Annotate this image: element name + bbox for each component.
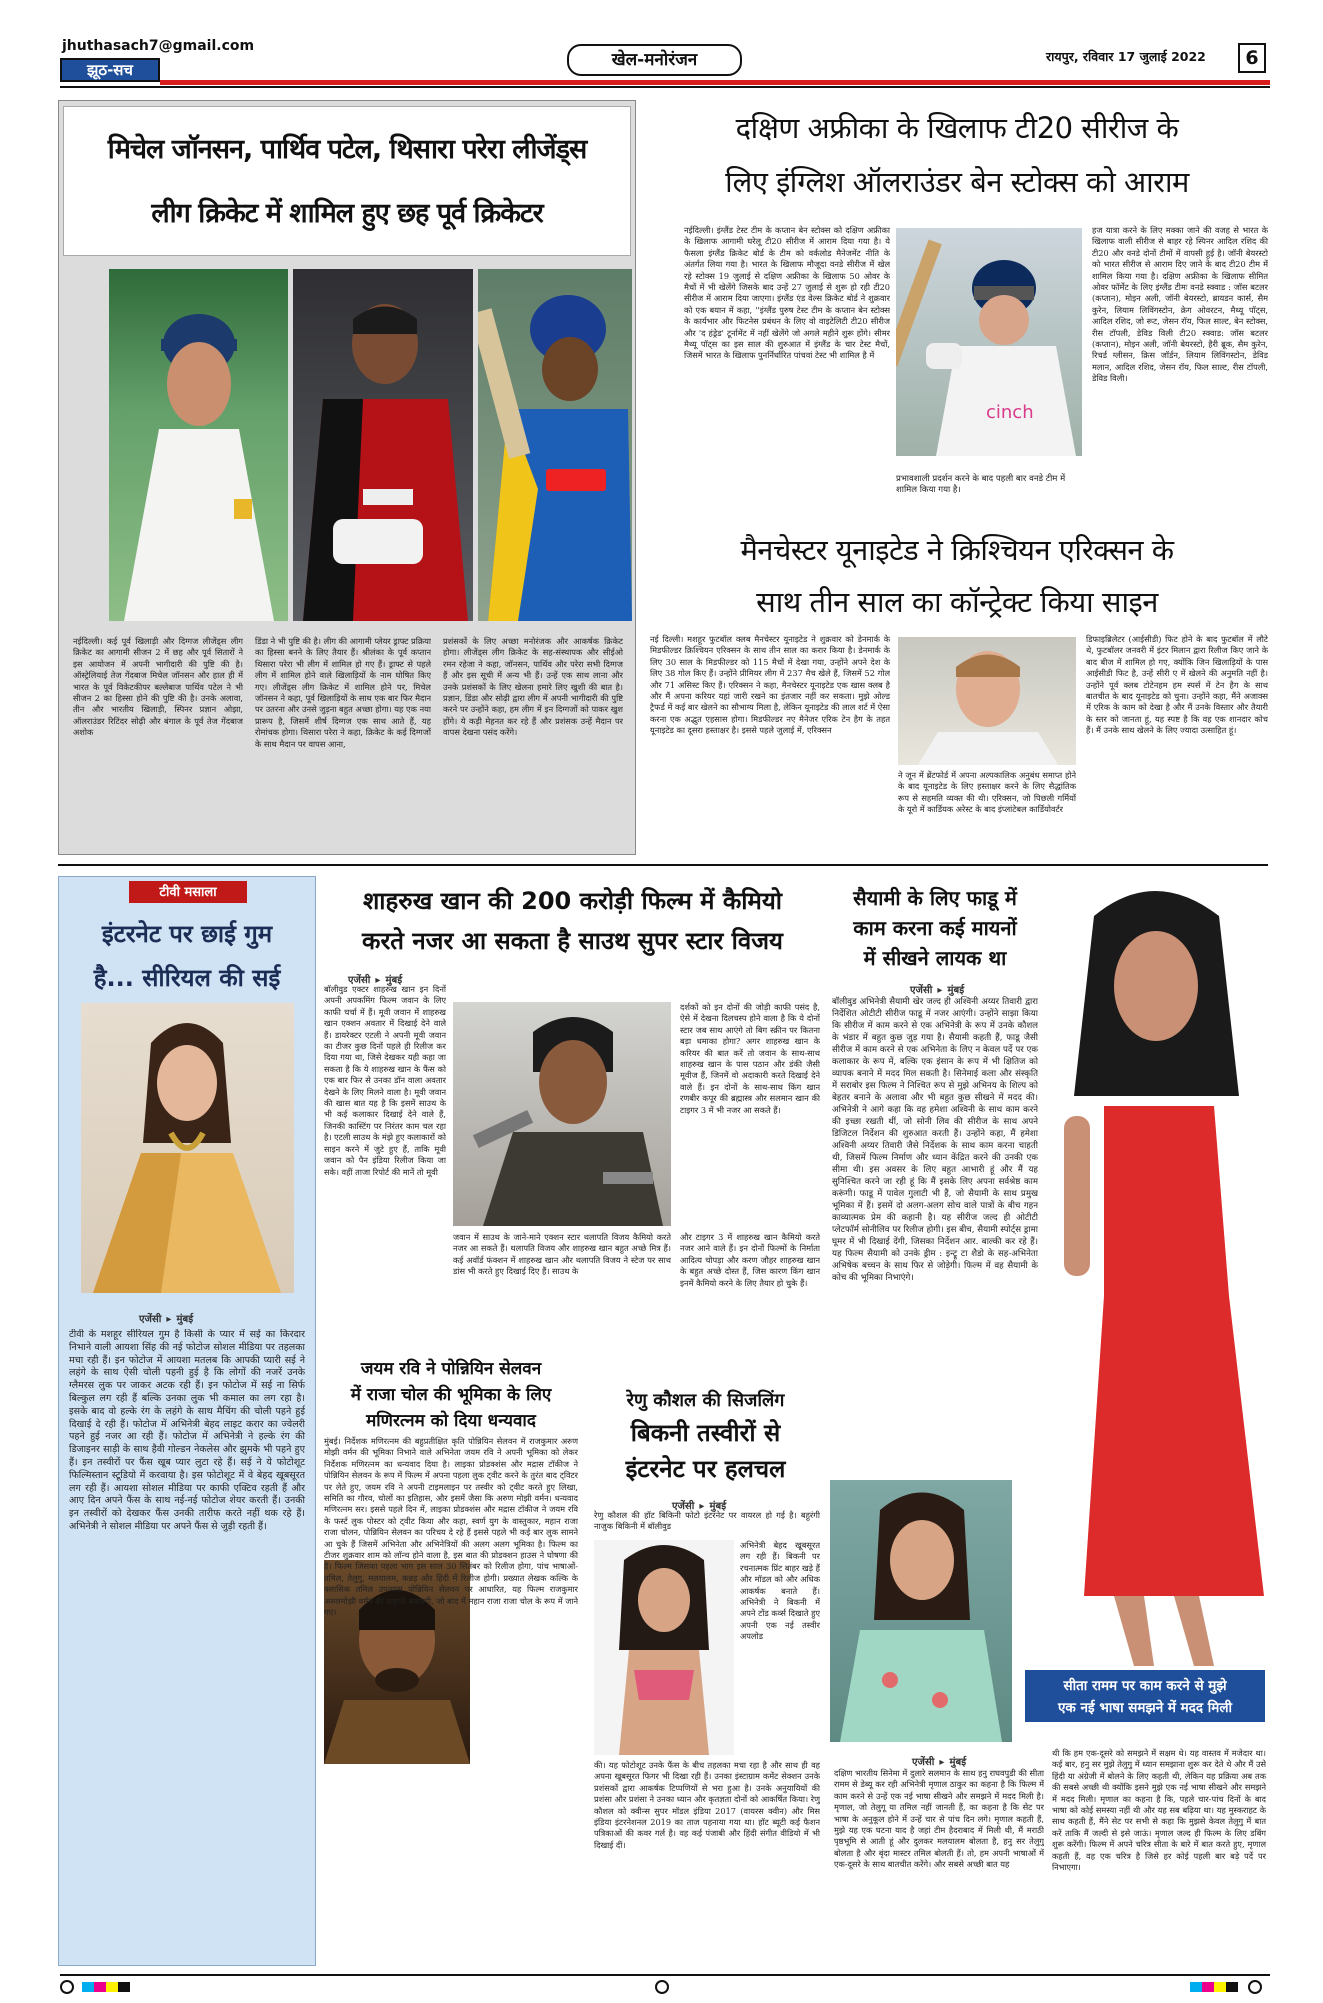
photo-ben-stokes [896, 228, 1082, 456]
story2-col1: नईदिल्ली। इंग्लैंड टेस्ट टीम के कप्तान बेन स्टोक्स को दक्षिण अफ्रीका के खिलाफ आगामी घरेलू टी20 सीरीज में आराम दिया गया है। ये फैसला इंग्लैंड क्रिकेट बोर्ड के टीम को वर्कलोड मैनेजमेंट नीति के अंतर्गत लिया गया है। भारत के खिलाफ मौजूदा वनडे सीरीज में खेल रहे स्टोक्स 19 जुलाई से दक्षिण अफ्रीका के खिलाफ 50 ओवर के मैचों में भी खेलेंगे जिसके बाद उन्हें 27 जुलाई से शुरू हो रही टी20 सीरीज में आराम दिया जाएगा। इंग्लैंड एंड वेल्स क्रिकेट बोर्ड ने शुक्रवार को एक बयान में कहा, ''इंग्लैंड पुरुष टेस्ट टीम के कप्तान बेन स्टोक्स के कार्यभार और फिटनेस प्रबंधन के लिए वो वाइटेलिटी टी20 सीरीज और 'द हंड्रेड' टूर्नामेंट में नहीं खेलेंगे जो अगले महीने शुरू होंगे। सीमर मैथ्यू पॉट्स का इस साल की शुरुआत में इंग्लैंड के चार टेस्ट मैचों, जिसमें भारत के खिलाफ पुनर्निर्धारित पांचवां टेस्ट भी शामिल है में [684, 225, 890, 361]
story9-col2: थी कि हम एक-दूसरे को समझने में सक्षम थे। यह वास्तव में मजेदार था। कई बार, हनु सर मुझे तेलुगु में ध्यान समझाना शुरू कर देते थे और मैं उसे हिंदी या अंग्रेजी में बोलने के लिए कहती थी, लेकिन यह प्रक्रिया अब तक की सबसे अच्छी थी क्योंकि इसने मुझे एक नई भाषा सीखने और समझने में मदद मिली। मृणाल का कहना है कि, पहले चार-पांच दिनों के बाद भाषा को कोई समस्या नहीं थी और यह सब बढ़िया था। यह मुस्कराहट के साथ कहती हैं, मैंने सेट पर सभी से कहा कि मुझसे केवल तेलुगु में बात करें ताकि मैं जल्दी से इसे जाऊं। मृणाल जल्द ही फिल्म के लिए डबिंग शुरू करेंगी। फिल्म में अपने चरित्र सीता के बारे में बात करते हुए, मृणाल कहती हैं, वह एक चरित्र है जिसे हर कोई पहली बार बड़े पर्दे पर निभाएगा। [1052, 1748, 1266, 1873]
registration-mark-icon [60, 1980, 74, 1994]
photo-thisara-perera [478, 269, 632, 621]
story-sita-ramam [830, 1480, 1268, 1965]
story4-headline-line2: है... सीरियल की सई [93, 964, 281, 992]
story3-photo-caption: ने जून में ब्रेंटफोर्ड में अपना अल्पकालिक अनुबंध समाप्त होने के बाद यूनाइटेड के लिए हस्ताक्षर करने के लिए सैद्धांतिक रूप से सहमति व्यक्त की थी। एरिक्सन, जो पिछली गर्मियों के यूरो में कार्डियक अरेस्ट के बाद इंप्लांटेबल कार्डियोवर्टर [898, 770, 1076, 815]
masthead-rule-red [160, 80, 1270, 85]
story3-headline-line2: साथ तीन साल का कॉन्ट्रेक्ट किया साइन [756, 585, 1158, 619]
byline-arrow-icon: ▸ [375, 975, 381, 986]
masthead [0, 0, 1323, 92]
story5-headline-line1: शाहरुख खान की 200 करोड़ी फिल्म में कैमियो [362, 887, 783, 915]
section-divider [58, 864, 1268, 866]
footer [0, 1972, 1323, 2003]
story5-col3b: और टाइगर 3 में शाहरुख खान कैमियो करते नजर आने वाले हैं। इन दोनों फिल्मों के निर्माता आदित्य चोपड़ा और करण जौहर शाहरुख खान के बहुत अच्छे दोस्त हैं, जिस कारण किंग खान इनमें कैमियो करने के लिए तैयार हो चुके हैं। [680, 1232, 820, 1288]
page-number-box [1238, 43, 1266, 73]
story1-headline-line1: मिचेल जॉनसन, पार्थिव पटेल, थिसारा परेरा लीजेंड्स [107, 134, 587, 165]
story2-headline-line1: दक्षिण अफ्रीका के खिलाफ टी20 सीरीज के [735, 111, 1179, 145]
story6-body: बॉलीवुड अभिनेत्री सैयामी खेर जल्द ही अश्विनी अय्यर तिवारी द्वारा निर्देशित ओटीटी सीरीज फाडू में नजर आएंगी। उन्होंने साझा किया कि सीरीज में काम करने से एक अभिनेत्री के रूप में उनके कौशल के भंडार में बहुत कुछ जुड़ गया है। सैयामी कहती हैं, फाडू जैसी सीरीज में काम करने से एक अभिनेता के लिए न केवल पर्दे पर एक कलाकार के रूप में, बल्कि एक इंसान के रूप में भी क्षितिज को व्यापक बनाने में मदद मिल सकती है। सिनेमाई कला और संस्कृति में सराबोर इस फिल्म ने निश्चित रूप से मुझे अभिनय के शिल्प को बेहतर बनाने के अलावा और भी बहुत कुछ सीखने में मदद की। अभिनेत्री ने आगे कहा कि वह हमेशा अश्विनी के साथ काम करने की इच्छा रखती थीं, जो सोनी लिव की सीरीज के साथ अपने डिजिटल निर्देशन की शुरुआत करती हैं। उन्होंने कहा, मैं हमेशा अश्विनी अय्यर तिवारी जैसे निर्देशक के साथ काम करना चाहती थी, जिसमें फिल्म निर्माण और ध्यान केंद्रित करने की उनकी एक सीमा थी। इस अवसर के लिए बहुत आभारी हूं और मैं यह सुनिश्चित करने जा रही हूं कि मैं इसके लिए अपना सर्वश्रेष्ठ काम करूंगी। फाडू में पावेल गुलाटी भी हैं, जो सैयामी के साथ प्रमुख भूमिका में हैं। इसमें दो अलग-अलग सोच वाले पात्रों के बीच गहन काव्यात्मक प्रेम की कहानी है। यह सीरीज जल्द ही ओटीटी प्लेटफॉर्म सोनीलिव पर रिलीज होगी। इस बीच, सैयामी स्पोर्ट्स ड्रामा घूमर में भी दिखाई देंगी, जिसका निर्देशन आर. बाल्की कर रहे हैं। यह फिल्म सैयामी को उनके ड्रीम : इन्ट्रू टा शैडो के सह-अभिनेता अभिषेक बच्चन के साथ फिर से जोड़ेगी। फिल्म में वह सैयामी के कोच की भूमिका निभाएंगे। [832, 997, 1038, 1283]
story-jayam-ravi [320, 1352, 582, 1964]
story8-headline-line3: इंटरनेट पर हलचल [625, 1455, 786, 1483]
story6-sub-headline-line1: सीता रामम पर काम करने से मुझे [1063, 1678, 1227, 1694]
story6-sub-headline-line2: एक नई भाषा समझने में मदद मिली [1057, 1700, 1233, 1716]
story1-col2: डिंडा ने भी पुष्टि की है। लीग की आगामी प्लेयर ड्राफ्ट प्रक्रिया का हिस्सा बनने के लिए तैयार हैं। श्रीलंका के पूर्व कप्तान थिसारा परेरा भी लीग में शामिल हो गए हैं। ड्राफ्ट से पहले लीग में शामिल होने वाले खिलाड़ियों के नाम घोषित किए गए। लीजेंड्स लीग क्रिकेट में शामिल होने पर, मिचेल जॉनसन ने कहा, पूर्व खिलाड़ियों के साथ एक बार फिर मैदान पर उतरना और उनसे जुड़ना बहुत अच्छा होगा। यह एक नया प्रारूप है, जिसमें शीर्ष दिग्गज एक साथ आते हैं, यह रोमांचक होगा। थिसारा परेरा ने कहा, क्रिकेट के कई दिग्गजों के साथ मैदान पर वापस आना, [255, 636, 431, 749]
byline-arrow-icon: ▸ [937, 985, 943, 996]
page-number: 6 [1245, 47, 1259, 69]
story1-col1: नईदिल्ली। कई पूर्व खिलाड़ी और दिग्गज लीजेंड्स लीग क्रिकेट का आगामी सीजन 2 में छह और पूर्व सितारों ने इस आयोजन में अपनी भागीदारी की पुष्टि की है। ऑस्ट्रेलियाई तेज गेंदबाज मिचेल जॉनसन और हाल ही में भारत के पूर्व विकेटकीपर बल्लेबाज पार्थिव पटेल ने भी सीजन 2 का हिस्सा होने की पुष्टि की है। उनके अलावा, तीन और भारतीय खिलाड़ी, स्पिनर प्रज्ञान ओझा, ऑलराउंडर रिटिंदर सोढ़ी और बंगाल के पूर्व तेज गेंदबाज अशोक [73, 636, 243, 738]
story7-body: मुंबई। निर्देशक मणिरत्नम की बहुप्रतीक्षित कृति पोन्नियिन सेलवन में राजकुमार अरुण मोझी वर्मन की भूमिका निभाने वाले अभिनेता जयम रवि ने अपनी भूमिका को लेकर निर्देशक मणिरत्नम का धन्यवाद दिया है। लाइका प्रोडक्शंस और मद्रास टॉकीज ने पोन्नियिन सेलवन के रूप में फिल्म में अपना पहला लुक ट्वीट करने के तुरंत बाद ट्विटर पर लेते हुए, जयम रवि ने अपनी टाइमलाइन पर तस्वीर को ट्वीट करते हुए लिखा, समिति का गौरव, चोलों का इतिहास, और इसमें जैसा कि अरुण मोझी वर्मन। धन्यवाद मणिरत्नम सर। इससे पहले दिन में, लाइका प्रोडक्शंस और मद्रास टॉकीज ने जयम रवि के फर्स्ट लुक पोस्टर को ट्वीट किया और कहा, स्वर्ण युग के वास्तुकार, महान राजा राजा चोलन, पोन्नियिन सेलवन का परिचय दे रहे हैं इससे पहले भी कई बार लुक सामने आ चुके हैं जिसमें अभिनेता और अभिनेत्रियों की अलग अलग भूमिका है। फिल्म का टीजर शुक्रवार शाम को लॉन्च होने वाला है, इस बात की प्रोडक्शन हाउस ने घोषणा की है। फिल्म जिसका पहला भाग इस साल 30 सितंबर को रिलीज होगा, पांच भाषाओं- तमिल, तेलुगु, मलयालम, कन्नड़ और हिंदी में रिलीज होगी। प्रख्यात लेखक कल्कि के क्लासिक तमिल उपन्यास पोन्नियिन सेलवन पर आधारित, यह फिल्म राजकुमार अरुलमोझी वर्मन की कहानी बताएगी, जो बाद में महान राजा राजा चोल के रूप में जाने गए। [324, 1436, 578, 1618]
story9-byline [912, 1750, 966, 1769]
story3-col3: डिफाइब्रिलेटर (आईसीडी) फिट होने के बाद फुटबॉल में लौटे थे, फुटबॉलर जनवरी में इंटर मिलान द्वारा रिलीज किए जाने के बाद बीज में शामिल हो गए, क्योंकि जिन खिलाड़ियों के पास आईसीडी फिट है, उन्हें सीरी ए में खेलने की अनुमति नहीं है। उन्होंने पूर्व क्लब टोटेनहम हम स्पर्स में टेन हैग के साथ बातचीत के बाद यूनाइटेड को चुना। उन्होंने कहा, मैंने अजाक्स में एरिक के काम को देखा है और मैं उनके विस्तार और तैयारी के स्तर को जानता हूं, यह स्पष्ट है कि वह एक शानदार कोच हैं। मैं उनके साथ खेलने के लिए ज्यादा उत्साहित हूं। [1086, 634, 1268, 736]
story6-headline-line2: काम करना कई मायनों [853, 916, 1017, 940]
color-bar-left [82, 1982, 130, 1992]
story8-body-top: रेणु कौशल की हॉट बिकिनी फोटो इंटरनेट पर वायरल हो गई है। बहुरंगी नाजुक बिकिनी में बॉलीवुड [594, 1510, 820, 1532]
dateline: रायपुर, रविवार 17 जुलाई 2022 [1046, 49, 1206, 64]
svg-text:cinch: cinch [986, 402, 1034, 423]
story2-photo-caption: प्रभावशाली प्रदर्शन करने के बाद पहली बार वनडे टीम में शामिल किया गया है। [896, 474, 1066, 495]
footer-rule [60, 1974, 1270, 1976]
photo-christian-eriksen [898, 637, 1076, 765]
story5-col3a: दर्शकों को इन दोनों की जोड़ी काफी पसंद है, ऐसे में देखना दिलचस्प होने वाला है कि ये दोनों स्टार जब साथ आएंगे तो बिग स्क्रीन पर कितना बड़ा धमाका होगा? अगर शाहरुख खान के करियर की बात करें तो जवान के साथ-साथ शाहरुख खान के पास पठान और डंकी जैसी मूवीज हैं, जिनमें वो अदाकारी करते दिखाई देने वाले हैं। इन दोनों के साथ-साथ किंग खान रणबीर कपूर की ब्रह्मास्त्र और सलमान खान की टाइगर 3 में भी नजर आ सकते हैं। [680, 1002, 820, 1115]
paper-name-badge [60, 58, 160, 82]
story-renu-kaushal [588, 1388, 823, 1963]
story1-headline-box [63, 106, 631, 256]
section-title: खेल-मनोरंजन [611, 50, 698, 70]
story5-headline-line2: करते नजर आ सकता है साउथ सुपर स्टार विजय [362, 927, 783, 955]
photo-mrunal-thakur [830, 1480, 1012, 1742]
story7-headline-line3: मणिरत्नम को दिया धन्यवाद [366, 1411, 536, 1431]
photo-vijay [453, 1002, 671, 1226]
story8-byline-city: मुंबई [709, 1501, 727, 1512]
photo-parthiv-patel [293, 269, 473, 621]
story1-headline-line2: लीग क्रिकेट में शामिल हुए छह पूर्व क्रिकेटर [151, 198, 543, 229]
story3-headline-line1: मैनचेस्टर यूनाइटेड ने क्रिश्चियन एरिक्सन के [740, 533, 1174, 567]
story-ben-stokes [646, 100, 1268, 580]
story5-byline-city: मुंबई [385, 975, 403, 986]
story5-col1: बॉलीवुड एक्टर शाहरुख खान इन दिनों अपनी अपकमिंग फिल्म जवान के लिए काफी चर्चा में हैं। मूवी जवान में शाहरुख खान एक्शन अवतार में दिखाई देने वाले हैं। डायरेक्टर एटली ने अपनी मूवी जवान का टीजर कुछ दिनों पहले ही रिलीज कर दिया गया था, जिसे देखकर यही कहा जा सकता है कि ये शाहरुख खान के फैंस को एक बार फिर से उनका डॉन वाला अवतार देखने के लिए मिलने वाला है। मूवी जवान की खास बात यह है कि इसमें साउथ के भी कई कलाकार दिखाई देने वाले हैं, जिनकी कास्टिंग पर निरंतर काम चल रहा है। एटली साउथ के मंझे हुए कलाकारों को साइन करने में जुटे हुए हैं, ताकि मूवी जवान को पैन इंडिया रिलीज किया जा सके। वहीं ताजा रिपोर्ट की मानें तो मूवी [324, 984, 446, 1177]
byline-arrow-icon: ▸ [166, 1314, 172, 1325]
story5-byline-agency: एजेंसी [348, 975, 371, 986]
registration-mark-icon [655, 1980, 669, 1994]
story9-col1: दक्षिण भारतीय सिनेमा में दुलारे सलमान के साथ हनु राघवपुडी की सीता रामम से डेब्यू कर रही अभिनेत्री मृणाल ठाकुर का कहना है कि फिल्म में काम करने से उन्हें एक नई भाषा सीखने और समझने में मदद मिली है। मृणाल, जो तेलुगू या तमिल नहीं जानती हैं, का कहना है कि सेट पर भाषा के अनुकूल होने में उन्हें चार से पांच दिन लगे। मृणाल कहती हैं, मुझे यह एक घटना याद है जहां टीम हैदराबाद में मिली थी, मैं मराठी पृष्ठभूमि से आती हूं और दुलकर मलयालम बोलता है, हनु सर तेलुगु बोलता है और बृंदा मास्टर तमिल बोलती हैं। तो, हम अपनी भाषाओं में एक-दूसरे के साथ बातचीत करेंगे। और सबसे अच्छी बात यह [834, 1768, 1044, 1870]
registration-mark-icon [1248, 1980, 1262, 1994]
story1-col3: प्रशंसकों के लिए अच्छा मनोरंजक और आकर्षक क्रिकेट होगा। लीजेंड्स लीग क्रिकेट के सह-संस्थापक और सीईओ रमन रहेजा ने कहा, जॉनसन, पार्थिव और परेरा सभी दिग्गज हैं और इस सूची में अन्य भी हैं। उन्हें एक साथ लाना और उनके प्रशंसकों के लिए खेलना हमारे लिए खुशी की बात है। प्रज्ञान, डिंडा और सोढ़ी द्वारा लीग में अपनी भागीदारी की पुष्टि करने पर उन्होंने कहा, हम लीग में इन दिग्गजों को पाकर खुश होंगे। ये कड़ी मेहनत कर रहे हैं और प्रशंसक उन्हें मैदान पर वापस देखना पसंद करेंगे। [443, 636, 623, 738]
photo-mitchell-johnson [109, 269, 288, 621]
story-tv-masala [58, 876, 316, 1966]
story-legends-league [58, 100, 636, 855]
story6-byline [910, 978, 964, 997]
story2-headline-line2: लिए इंग्लिश ऑलराउंडर बेन स्टोक्स को आराम [725, 165, 1189, 199]
story8-byline-agency: एजेंसी [672, 1501, 695, 1512]
story4-byline-agency: एजेंसी [139, 1314, 162, 1325]
story8-body-bottom: की। यह फोटोशूट उनके फैंस के बीच तहलका मचा रहा है और साथ ही वह अपना खूबसूरत फिगर भी दिखा रही हैं। उनका इंस्टाग्राम कमेंट सेक्शन उनके प्रशंसकों द्वारा आकर्षक टिप्पणियों से भरा हुआ है। उनके अनुयायियों की प्रशंसा और प्रशंसा ने उनका ध्यान और कृतज्ञता दोनों को आकर्षित किया। रेणु कौशल को क्वीन्स सुपर मॉडल इंडिया 2017 (वायरस क्वीन) और मिस इंडिया इंटरनेशनल 2019 का ताज पहनाया गया था। हॉट ब्यूटी कई फैशन पत्रिकाओं की कवर गर्ल है। वह कई पंजाबी और हिंदी संगीत वीडियो में भी दिखाई दीं। [594, 1760, 820, 1850]
story8-headline-line2: बिकनी तस्वीरों से [630, 1419, 781, 1447]
kicker-label: टीवी मसाला [159, 885, 217, 900]
story6-headline-line1: सैयामी के लिए फाडू में [853, 886, 1017, 910]
story6-byline-agency: एजेंसी [910, 985, 933, 996]
story-eriksen [646, 520, 1268, 860]
byline-arrow-icon: ▸ [939, 1757, 945, 1768]
story4-byline-city: मुंबई [176, 1314, 194, 1325]
story4-byline [139, 1307, 299, 1326]
section-title-box [567, 44, 742, 76]
paper-name: झूठ-सच [87, 61, 133, 79]
story8-body-side: अभिनेत्री बेहद खूबसूरत लग रही हैं। बिकनी पर रचनात्मक प्रिंट बाहर खड़े हैं और मॉडल को और अधिक आकर्षक बनाते हैं। अभिनेत्री ने बिकनी में अपने टोंड कर्व्स दिखाते हुए अपनी एक नई तस्वीर अपलोड [740, 1540, 820, 1642]
story4-headline-line1: इंटरनेट पर छाई गुम [101, 920, 273, 948]
email-text: jhuthasach7@gmail.com [62, 38, 255, 54]
story6-byline-city: मुंबई [947, 985, 965, 996]
story-srk-vijay [320, 876, 825, 1346]
story3-col1: नई दिल्ली। मशहूर फुटबॉल क्लब मैनचेस्टर यूनाइटेड ने शुक्रवार को डेनमार्क के मिडफील्डर क्रिश्चियन एरिक्सन के साथ तीन साल का करार किया है। डेनमार्क के लिए 30 साल के मिडफील्डर को 115 मैचों में देखा गया, उन्होंने अपने देश के लिए 38 गोल किए हैं। उन्होंने प्रीमियर लीग में 237 मैच खेले हैं, जिसमें 52 गोल और 71 असिस्ट किए हैं। एरिक्सन ने कहा, मैनचेस्टर यूनाइटेड एक खास क्लब है और मैं अपना करियर यहां जारी रखने का इंतजार नहीं कर सकता। मुझे ओल्ड ट्रैफर्ड में कई बार खेलने का सौभाग्य मिला है, लेकिन यूनाइटेड की लाल शर्ट में ऐसा करना एक अद्भुत एहसास होगा। मिडफील्डर नए मैनेजर एरिक टेन हैग के तहत यूनाइटेड का दूसरा हस्ताक्षर है। इससे पहले जुलाई में, एरिक्सन [650, 634, 890, 736]
story9-byline-agency: एजेंसी [912, 1757, 935, 1768]
story5-col2: जवान में साउथ के जाने-माने एक्शन स्टार थलापति विजय कैमियो करते नजर आ सकते हैं। थलापति विजय और शाहरुख खान बहुत अच्छे मित्र हैं। कई अवॉर्ड फंक्शन में शाहरुख खान और थलापति विजय ने स्टेज पर साथ डांस भी करते हुए दिखाई दिए हैं। साउथ के [453, 1232, 671, 1277]
color-bar-right [1190, 1982, 1238, 1992]
story7-headline-line2: में राजा चोल की भूमिका के लिए [350, 1385, 552, 1405]
story7-headline-line1: जयम रवि ने पोन्नियिन सेलवन [360, 1359, 542, 1379]
byline-arrow-icon: ▸ [699, 1501, 705, 1512]
photo-renu-kaushal [594, 1540, 734, 1755]
story6-headline-line3: में सीखने लायक था [863, 946, 1007, 970]
masthead-rule-black [60, 86, 1270, 88]
story2-col3: हज यात्रा करने के लिए मक्का जाने की वजह से भारत के खिलाफ वाली सीरीज से बाहर रहे स्पिनर आदिल रशिद की टी20 और वनडे दोनों टीमों में वापसी हुई है। जॉनी बेयरस्टो को भारत सीरीज से आराम दिए जाने के बाद टी20 टीम में शामिल किया गया है। दक्षिण अफ्रीका के खिलाफ सीमित ओवर फॉर्मेट के लिए इंग्लैंड टीमः वनडे स्क्वाड : जॉस बटलर (कप्तान), मोइन अली, जॉनी बेयरस्टो, ब्रायडन कार्स, सैम कुरेन, लियाम लिविंगस्टोन, क्रेग ओवरटन, मैथ्यू पॉट्स, आदिल रशिद, जो रूट, जेसन रॉय, फिल साल्ट, बेन स्टोक्स, रीस टॉपली, डेविड विली टी20 स्क्वाड: जॉस बटलर (कप्तान), मोइन अली, जॉनी बेयरस्टो, हैरी ब्रूक, सैम कुरेन, रिचर्ड ग्लीसन, क्रिस जॉर्डन, लियाम लिविंगस्टोन, डेविड मलान, आदिल रशिद, जेसन रॉय, फिल साल्ट, रीस टॉपली, डेविड विली। [1092, 225, 1268, 384]
story4-body: टीवी के मशहूर सीरियल गुम है किसी के प्यार में सई का किरदार निभाने वाली आयशा सिंह की नई फोटोज सोशल मीडिया पर तहलका मचा रही हैं। इन फोटोज में आयशा मतलब कि आपकी प्यारी सई ने लहंगे के साथ ऐसी चोली पहनी हुई है कि लोगों की नजरें उनके ग्लैमरस लुक पर जाकर अटक रही हैं। इन फोटोज में सई ना सिर्फ बिल्कुल लग रही हैं बल्कि उनका लुक भी कमाल का लग रहा है। इसके बाद वो हल्के रंग के लहंगे के साथ मैचिंग की चोली पहने हुई दिखाई दे रही हैं। फोटोज में अभिनेत्री बेहद लाइट करार का ज्वेलरी पहने हुई नजर आ रही हैं। फोटोज में अभिनेत्री ने हल्के रंग की डिजाइनर साड़ी के साथ हैवी गोल्डन नेकलेस और झुमके भी पहने हुए हैं। इन तस्वीरों पर फैंस खूब प्यार लुटा रहे हैं। सई ने ये फोटोशूट फिल्मिस्तान स्टूडियो में करवाया है। इस फोटोशूट में वे बेहद खूबसूरत लग रही हैं। आयशा सोशल मीडिया पर काफी एक्टिव रहती हैं और आए दिन अपने फैंस के साथ नई-नई फोटोज शेयर करती हैं। उनकी इन तस्वीरों को देखकर फैंस उनकी तारीफ करते नहीं थक रहे हैं। अभिनेत्री ने सोशल मीडिया पर अपने फैंस से जुड़ी रहती हैं। [69, 1329, 305, 1532]
story8-headline-line1: रेणु कौशल की सिजलिंग [626, 1390, 785, 1411]
story9-byline-city: मुंबई [949, 1757, 967, 1768]
kicker-badge [129, 881, 247, 903]
photo-ayesha-singh [81, 1003, 294, 1293]
